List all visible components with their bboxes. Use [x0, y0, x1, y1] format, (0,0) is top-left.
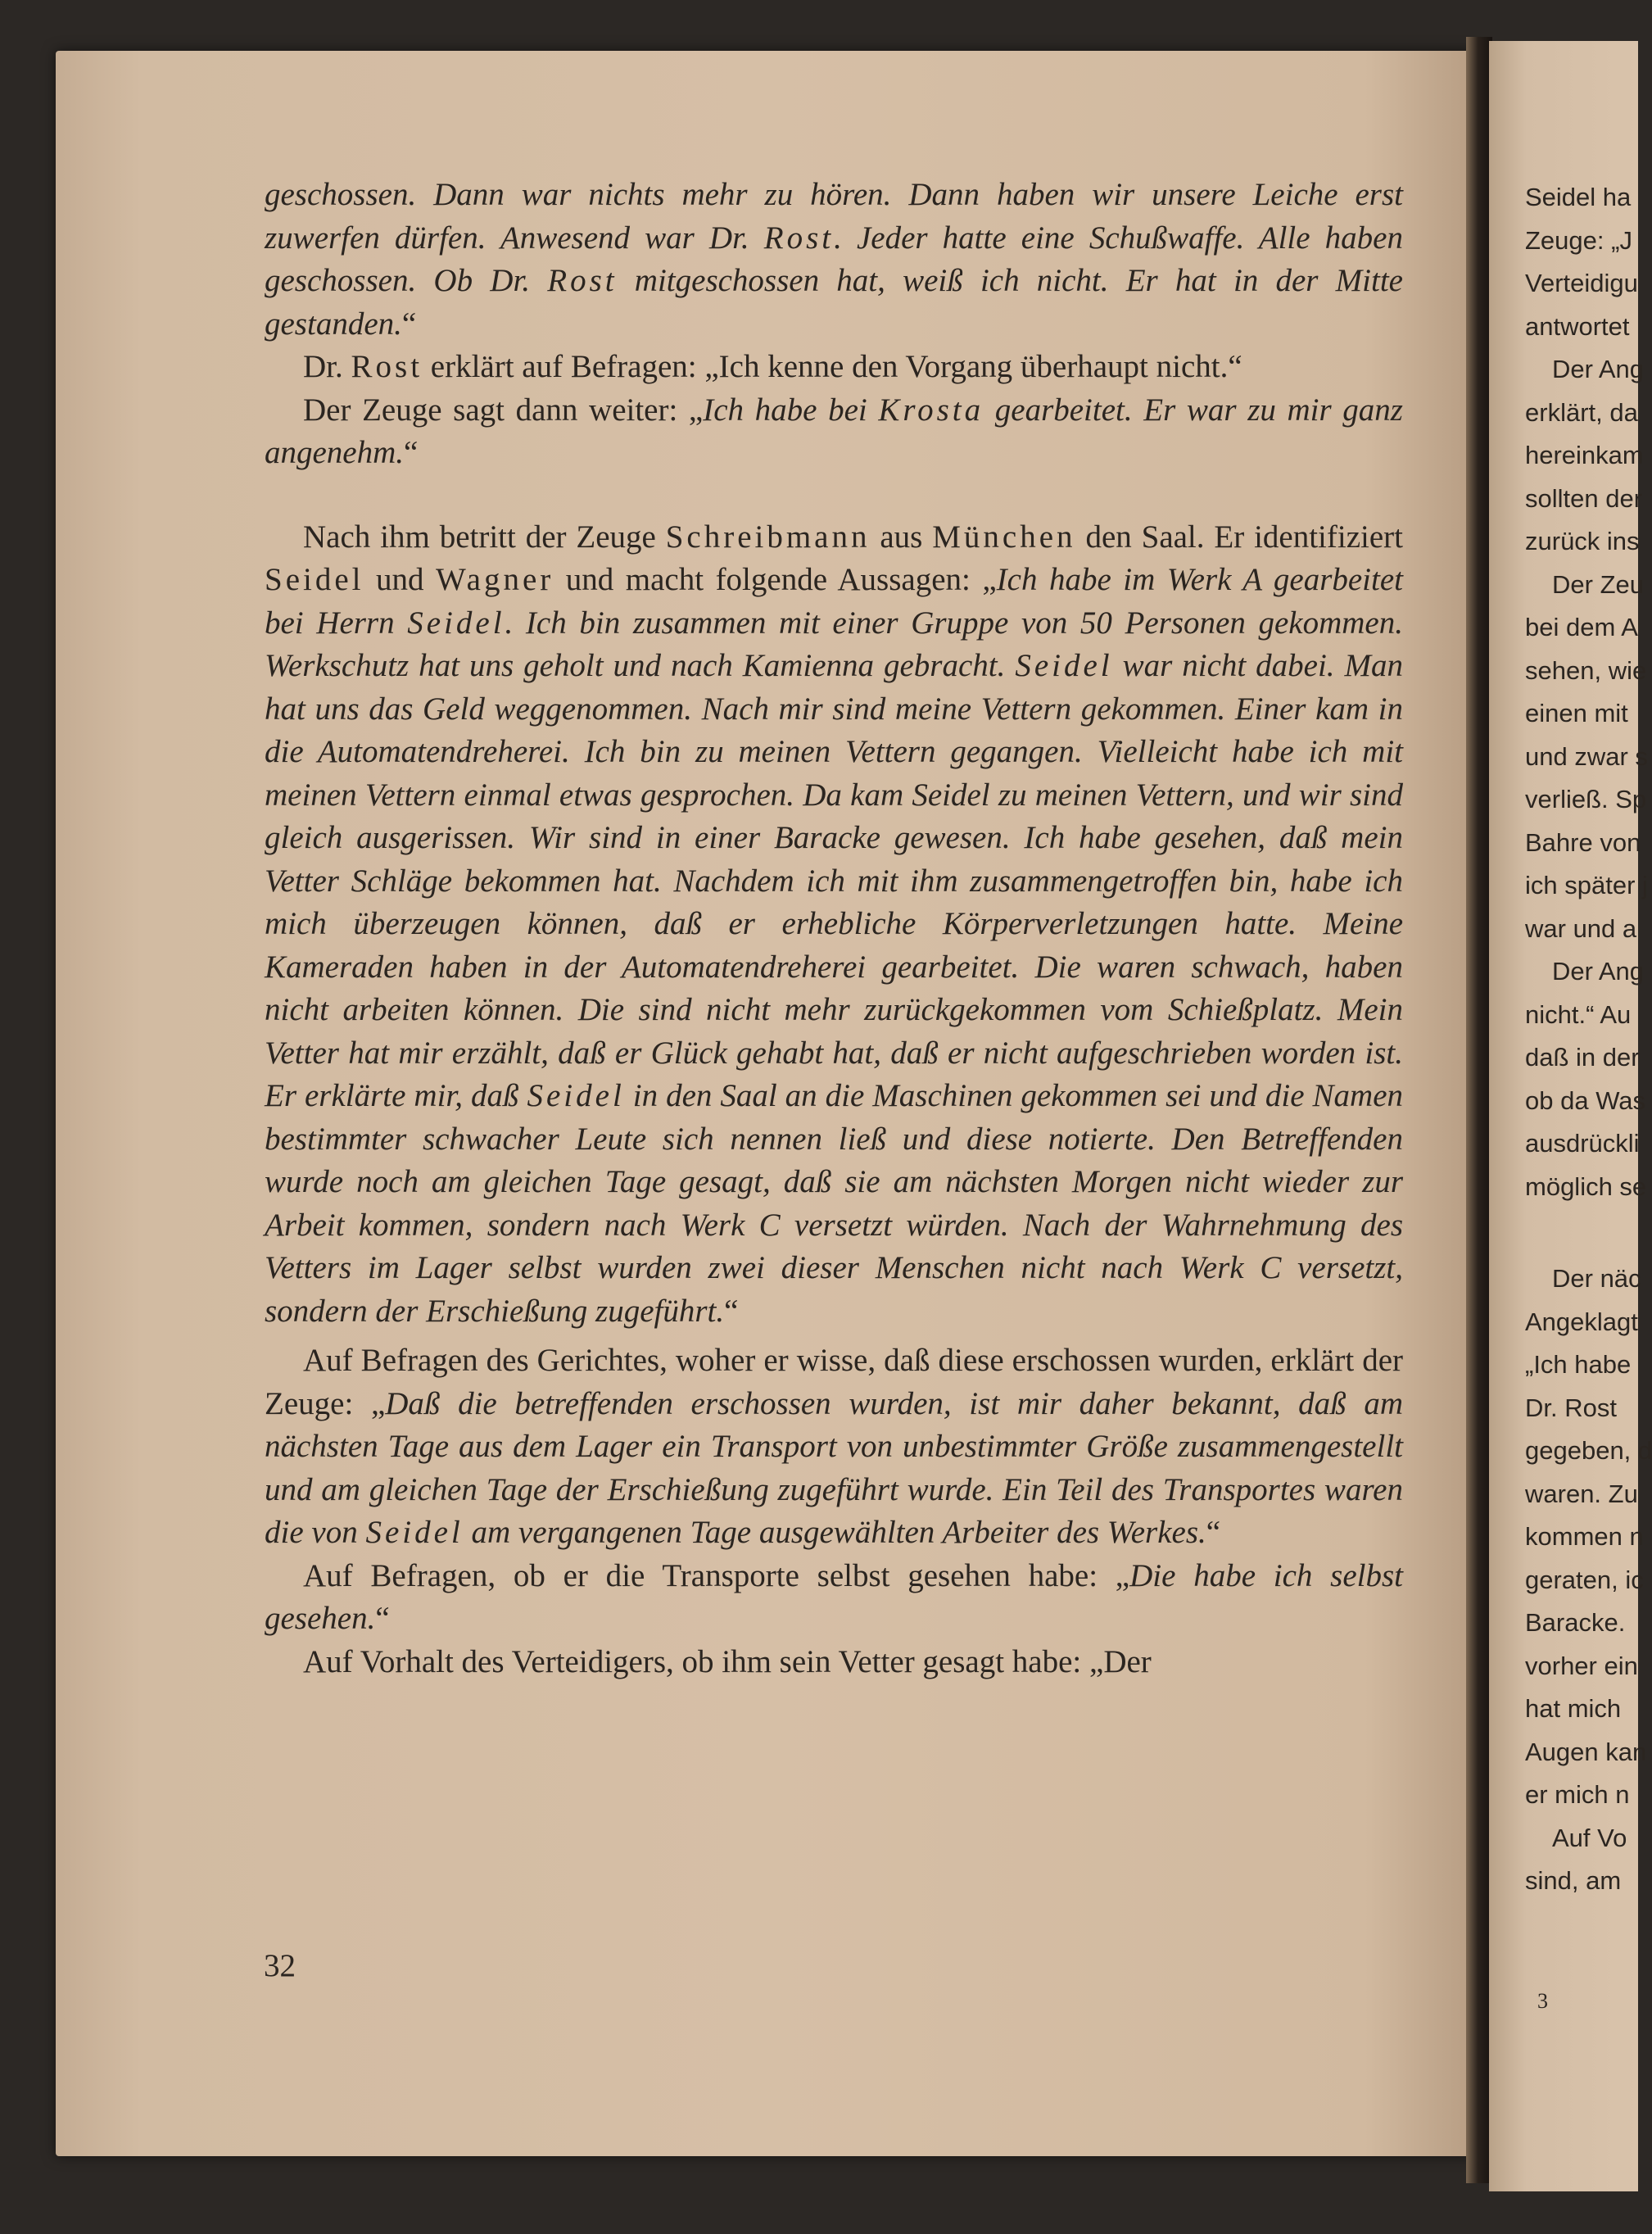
- facing-page-line: Der Ang: [1552, 355, 1645, 383]
- text-segment: “: [1206, 1515, 1221, 1550]
- facing-page-line: Bahre von: [1525, 827, 1641, 857]
- text-segment: Seidel: [365, 1515, 464, 1550]
- paragraph: [265, 1641, 1403, 1684]
- page-number: 32: [264, 1948, 296, 1983]
- text-segment: und: [364, 562, 436, 597]
- facing-page-line: verließ. Sp: [1525, 785, 1647, 813]
- facing-page-line: sehen, wie: [1525, 655, 1647, 685]
- text-segment: “: [404, 435, 419, 470]
- text-segment: . Ich bin zusammen mit einer Gruppe von 50 Personen gekommen. Werkschutz hat uns geholt und nach Kamienna gebracht.: [265, 605, 1403, 683]
- text-segment: Auf Vorhalt des Verteidigers, ob ihm sein Vetter gesagt habe: „Der: [303, 1643, 1152, 1679]
- facing-page-line: war und a: [1525, 913, 1637, 943]
- facing-page-line: bei dem A: [1525, 613, 1638, 641]
- facing-page-line: hereinkam: [1525, 441, 1644, 469]
- facing-page-line: und zwar s: [1525, 741, 1648, 771]
- facing-page-line: Baracke.: [1525, 1608, 1626, 1637]
- text-segment: “: [724, 1293, 739, 1329]
- paragraph: [265, 516, 1403, 1334]
- facing-page-line: waren. Zu: [1525, 1479, 1638, 1508]
- facing-page-line: Dr. Rost: [1525, 1393, 1617, 1422]
- facing-page-line: Seidel ha: [1525, 183, 1632, 211]
- text-segment: “: [375, 1601, 390, 1636]
- facing-page-line: Zeuge: „J: [1525, 225, 1632, 255]
- facing-page-line: gegeben, d: [1525, 1436, 1652, 1465]
- text-segment: mitgeschossen hat, weiß ich nicht. Er hat in der Mitte gestanden.: [265, 263, 1403, 342]
- facing-page-line: hat mich: [1525, 1694, 1622, 1723]
- facing-page-line: daß in der: [1525, 1043, 1640, 1072]
- paragraph: [265, 1339, 1403, 1555]
- facing-page-number: 3: [1537, 1989, 1548, 2013]
- text-segment: Seidel: [265, 562, 364, 597]
- facing-page-line: möglich se: [1525, 1171, 1647, 1201]
- text-segment: Auf Befragen, ob er die Transporte selbst gesehen habe: „: [303, 1557, 1130, 1593]
- text-segment: geschossen. Dann war nichts mehr zu hören. Dann haben wir unsere Leiche erst zuwerfen dürfen. Anwesend war Dr.: [265, 177, 1403, 256]
- text-segment: und macht folgende Aussagen: „: [554, 562, 997, 597]
- text-segment: Ich habe im Werk A gearbeitet bei Herrn: [265, 562, 1403, 641]
- facing-page-line: ich später j: [1525, 871, 1648, 899]
- text-segment: Seidel: [407, 605, 505, 641]
- text-segment: Der Zeuge sagt dann weiter: „: [303, 392, 704, 428]
- facing-page-line: antwortet: [1525, 311, 1630, 341]
- facing-page-line: ausdrückli: [1525, 1129, 1640, 1158]
- text-segment: aus: [870, 519, 933, 555]
- paragraph: [265, 346, 1403, 389]
- facing-page-line: sind, am: [1525, 1866, 1622, 1895]
- facing-page-line: nicht.“ Au: [1525, 999, 1632, 1029]
- text-segment: . Jeder hatte eine Schußwaffe. Alle haben geschossen. Ob Dr.: [265, 220, 1403, 298]
- text-segment: Ich habe bei: [703, 392, 879, 428]
- facing-page-line: Der Zeu: [1552, 569, 1644, 599]
- paragraph: [265, 389, 1403, 475]
- text-segment: war nicht dabei. Man hat uns das Geld weggenommen. Nach mir sind meine Vettern gekommen. Einer kam in die Automatendreherei. Ich bin zu meinen Vettern gegangen. Vielleicht habe ich mit meinen Vettern einmal etwas gesprochen. Da kam Seidel zu meinen Vettern, und wir sind gleich ausgerissen. Wir sind in einer Baracke gewesen. Ich habe gesehen, daß mein Vetter Schläge bekommen hat. Nachdem ich mit ihm zusammengetroffen bin, habe ich mich überzeugen können, daß er erhebliche Körperverletzungen hatte. Meine Kameraden haben in der Automatendreherei gearbeitet. Die waren schwach, haben nicht arbeiten können. Die sind nicht mehr zurückgekommen vom Schießplatz. Mein Vetter hat mir erzählt, daß er Glück gehabt hat, daß er nicht aufgeschrieben worden ist. Er erklärte mir, daß: [265, 648, 1404, 1113]
- facing-page-line: Der näc: [1552, 1264, 1641, 1293]
- facing-page-line: „Ich habe: [1525, 1350, 1632, 1379]
- page-body-text: [265, 174, 1403, 1683]
- text-segment: gearbeitet. Er war zu mir ganz angenehm.: [265, 392, 1403, 470]
- facing-page-line: zurück ins: [1525, 527, 1640, 555]
- facing-page-line: Der Ang: [1552, 957, 1645, 986]
- text-segment: München: [932, 519, 1076, 555]
- paragraph: [265, 1555, 1403, 1641]
- text-segment: Nach ihm betritt der Zeuge: [303, 519, 666, 555]
- line-gap: [1525, 1208, 1648, 1257]
- facing-page-line: Auf Vo: [1552, 1823, 1627, 1852]
- facing-page-line: Verteidigu: [1525, 269, 1638, 297]
- facing-page-line: einen mit: [1525, 699, 1628, 727]
- facing-page-line: Angeklagt: [1525, 1307, 1638, 1336]
- facing-page-text: [1525, 176, 1652, 1903]
- text-segment: erklärt auf Befragen: „Ich kenne den Vorgang überhaupt nicht.“: [423, 349, 1242, 384]
- facing-page-line: erklärt, da: [1525, 397, 1638, 427]
- text-segment: Die habe ich selbst gesehen.: [265, 1557, 1403, 1636]
- text-segment: Seidel: [527, 1078, 625, 1113]
- facing-page-line: kommen n: [1525, 1522, 1644, 1551]
- text-segment: am vergangenen Tage ausgewählten Arbeiter des Werkes.: [463, 1515, 1206, 1550]
- facing-page-line: ob da Was: [1525, 1085, 1646, 1115]
- text-segment: den Saal. Er identifiziert: [1075, 519, 1403, 555]
- paragraph: [265, 174, 1403, 346]
- facing-page-line: geraten, ic: [1525, 1565, 1644, 1594]
- text-segment: Auf Befragen des Gerichtes, woher er wisse, daß diese erschossen wurden, erklärt der Zeuge: „: [265, 1343, 1403, 1421]
- facing-page-line: er mich n: [1525, 1780, 1630, 1809]
- facing-page-line: Augen kan: [1525, 1737, 1647, 1766]
- text-segment: Rost: [763, 220, 835, 256]
- facing-page-line: vorher ein: [1525, 1651, 1638, 1680]
- text-segment: Daß die betreffenden erschossen wurden, ist mir daher bekannt, daß am nächsten Tage aus dem Lager ein Transport von unbestimmter Größe zusammengestellt und am gleichen Tage der Erschießung zugeführt wurde. Ein Teil des Transportes waren die von: [265, 1385, 1403, 1550]
- text-segment: Wagner: [435, 562, 554, 597]
- text-segment: “: [401, 306, 417, 342]
- text-segment: Rost: [351, 349, 423, 384]
- text-segment: Dr.: [303, 349, 351, 384]
- text-segment: Rost: [547, 263, 618, 298]
- text-segment: Seidel: [1015, 648, 1113, 683]
- facing-page-line: sollten der: [1525, 483, 1643, 513]
- text-segment: Krosta: [878, 392, 984, 428]
- text-segment: Schreibmann: [665, 519, 871, 555]
- text-segment: in den Saal an die Maschinen gekommen sei und die Namen bestimmter schwacher Leute sich nennen ließ und diese notierte. Den Betreffenden wurde noch am gleichen Tage gesagt, daß sie am nächsten Morgen nicht wieder zur Arbeit kommen, sondern nach Werk C versetzt würden. Nach der Wahrnehmung des Vetters im Lager selbst wurden zwei dieser Menschen nicht nach Werk C versetzt, sondern der Erschießung zugeführt.: [265, 1078, 1404, 1329]
